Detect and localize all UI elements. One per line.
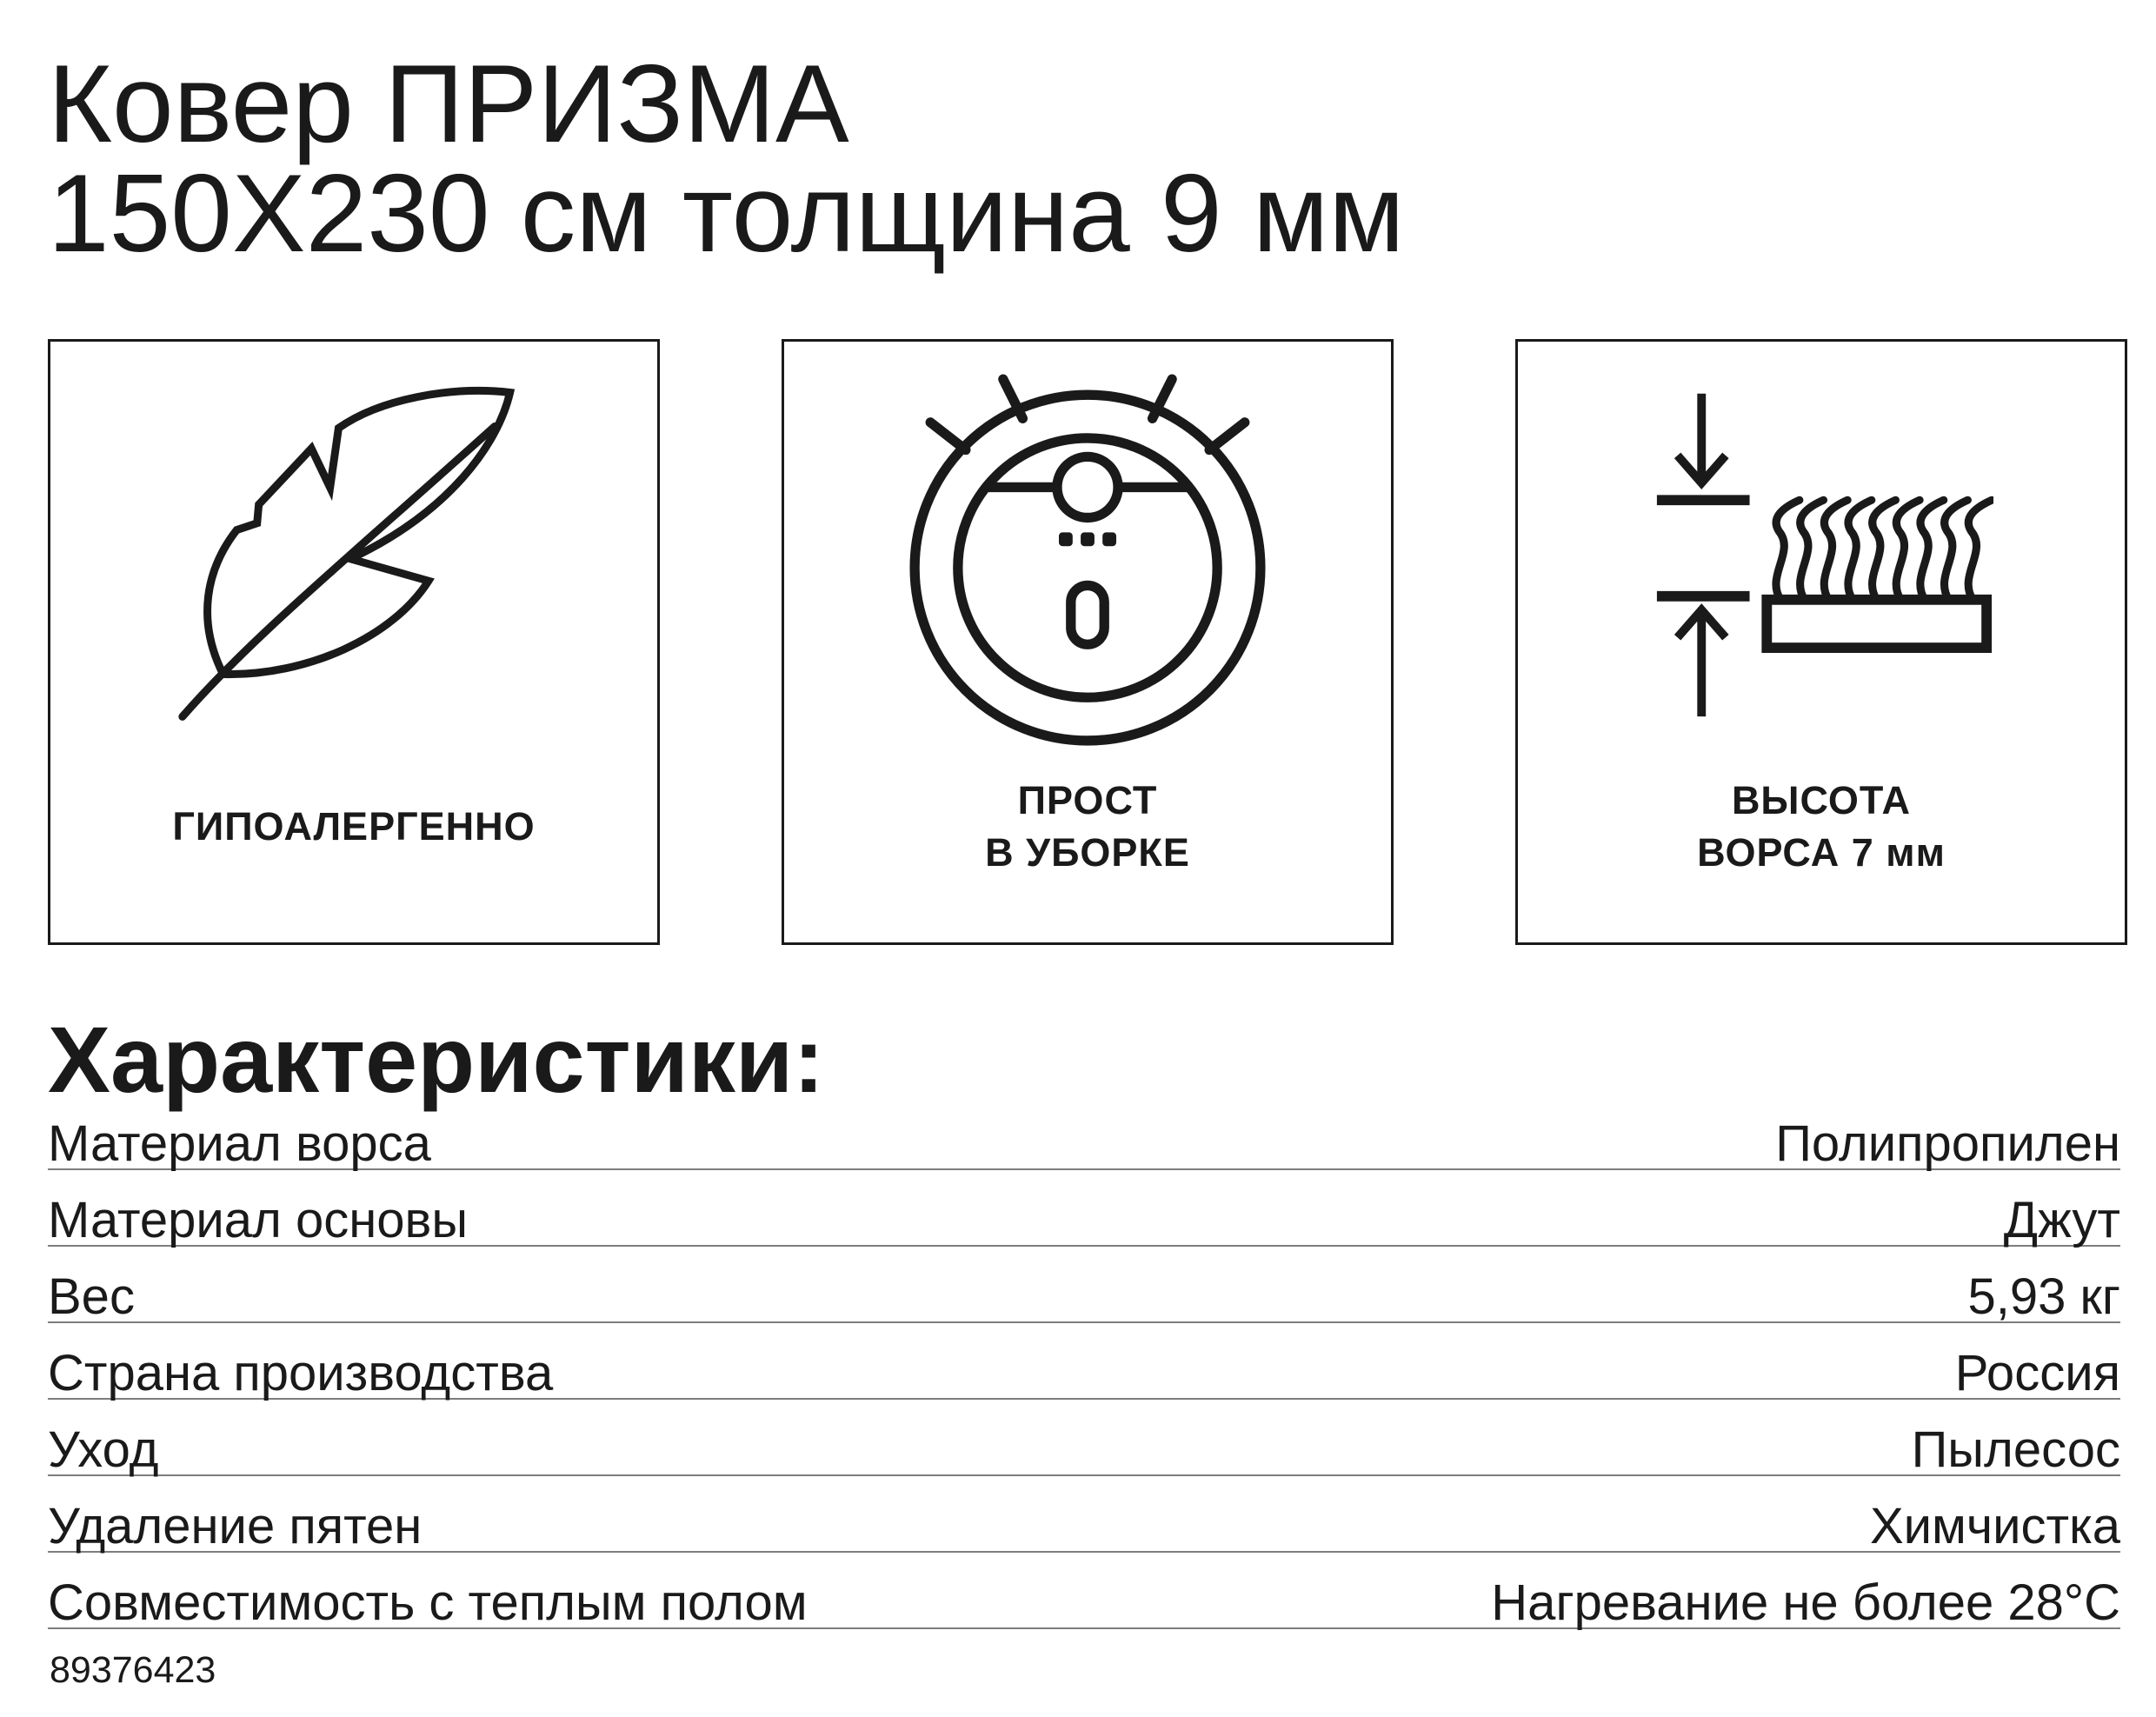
spec-value: Джут bbox=[2003, 1192, 2120, 1248]
feather-icon bbox=[50, 342, 657, 762]
feature-boxes bbox=[48, 339, 2127, 945]
spec-table bbox=[48, 1094, 2120, 1629]
spec-value: Полипропилен bbox=[1775, 1115, 2120, 1172]
title-line-2: 150Х230 см толщина 9 мм bbox=[48, 151, 1405, 275]
feature-caption bbox=[172, 762, 535, 892]
pile-height-icon bbox=[1518, 342, 2125, 762]
spec-row bbox=[48, 1323, 2120, 1400]
spec-value: Россия bbox=[1954, 1345, 2120, 1401]
spec-label: Уход bbox=[48, 1421, 159, 1478]
spec-label: Вес bbox=[48, 1268, 135, 1325]
spec-row bbox=[48, 1094, 2120, 1170]
sku-number: 89376423 bbox=[50, 1649, 216, 1691]
spec-label: Материал ворса bbox=[48, 1115, 431, 1172]
caption-line-2: ВОРСА 7 мм bbox=[1697, 830, 1946, 875]
title-line-1: Ковер ПРИЗМА bbox=[48, 42, 849, 165]
spec-row bbox=[48, 1553, 2120, 1629]
spec-label: Страна производства bbox=[48, 1345, 554, 1401]
spec-value: Нагревание не более 28°C bbox=[1491, 1574, 2120, 1631]
caption-line-1: ГИПОАЛЕРГЕННО bbox=[172, 804, 536, 849]
spec-label: Материал основы bbox=[48, 1192, 469, 1248]
feature-box-pile-height bbox=[1515, 339, 2127, 945]
feature-box-hypoallergenic bbox=[48, 339, 660, 945]
spec-value: Химчистка bbox=[1869, 1498, 2120, 1554]
spec-row bbox=[48, 1170, 2120, 1247]
caption-line-1: ВЫСОТА bbox=[1731, 778, 1912, 822]
spec-row bbox=[48, 1476, 2120, 1553]
caption-line-2: В УБОРКЕ bbox=[985, 830, 1190, 875]
feature-caption bbox=[1697, 762, 1946, 892]
spec-value: Пылесос bbox=[1911, 1421, 2120, 1478]
feature-box-easy-cleaning bbox=[782, 339, 1394, 945]
spec-label: Совместимость с теплым полом bbox=[48, 1574, 808, 1631]
spec-row bbox=[48, 1247, 2120, 1323]
specs-heading: Характеристики: bbox=[48, 1007, 825, 1112]
caption-line-1: ПРОСТ bbox=[1017, 778, 1158, 822]
robot-vacuum-icon bbox=[784, 342, 1391, 762]
spec-label: Удаление пятен bbox=[48, 1498, 423, 1554]
feature-caption bbox=[985, 762, 1190, 892]
spec-row bbox=[48, 1400, 2120, 1476]
page-title bbox=[48, 42, 1405, 275]
spec-value: 5,93 кг bbox=[1967, 1268, 2120, 1325]
